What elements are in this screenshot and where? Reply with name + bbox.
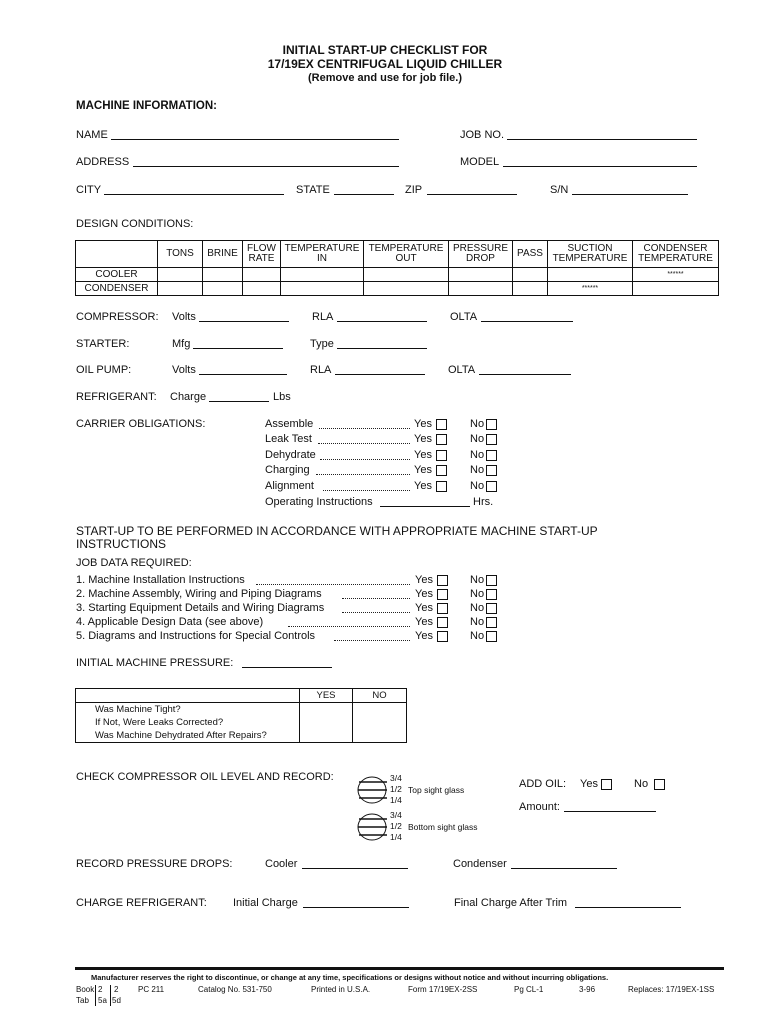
sn-field[interactable]: [572, 194, 688, 195]
obligation-no-checkbox[interactable]: [486, 465, 497, 476]
refrigerant-label: REFRIGERANT:: [76, 391, 157, 403]
job-data-label: 5. Diagrams and Instructions for Special Controls: [76, 630, 316, 642]
model-field[interactable]: [503, 166, 697, 167]
oil-pump-rla-field[interactable]: [335, 374, 425, 375]
table-cell[interactable]: [364, 268, 449, 282]
oil-pump-volts-label: Volts: [172, 364, 196, 376]
job-data-no-label: No: [470, 616, 485, 628]
table-row: [76, 703, 407, 717]
refrigerant-charge-field[interactable]: [209, 401, 269, 402]
table-cell[interactable]: [243, 268, 281, 282]
obligation-no-checkbox[interactable]: [486, 434, 497, 445]
compressor-volts-label: Volts: [172, 311, 196, 323]
tons-header: TONS: [158, 241, 203, 268]
table-row: [76, 729, 407, 743]
table-cell[interactable]: [449, 268, 513, 282]
footer-page: Pg CL-1: [514, 985, 544, 994]
job-data-label: 1. Machine Installation Instructions: [76, 574, 245, 586]
job-data-no-label: No: [470, 602, 485, 614]
address-label: ADDRESS: [76, 156, 130, 168]
table-cell[interactable]: [513, 268, 548, 282]
operating-instructions-label: Operating Instructions: [265, 496, 373, 508]
carrier-obligations-heading: CARRIER OBLIGATIONS:: [76, 418, 206, 430]
pressure-question: Was Machine Dehydrated After Repairs?: [76, 729, 300, 743]
city-label: CITY: [76, 184, 102, 196]
final-charge-label: Final Charge After Trim: [454, 897, 568, 909]
job-data-yes-label: Yes: [415, 588, 433, 600]
job-data-yes-label: Yes: [415, 630, 433, 642]
job-data-label: 3. Starting Equipment Details and Wiring Diagrams: [76, 602, 325, 614]
dot-leader: [256, 584, 410, 585]
title-line-1: INITIAL START-UP CHECKLIST FOR: [282, 43, 488, 57]
flow-rate-header: FLOW RATE: [243, 241, 281, 268]
job-data-yes-label: Yes: [415, 602, 433, 614]
book-value-2: 2: [114, 985, 119, 994]
job-data-no-label: No: [470, 574, 485, 586]
state-label: STATE: [296, 184, 330, 196]
zip-field[interactable]: [427, 194, 517, 195]
table-row: [76, 716, 407, 729]
pressure-question: Was Machine Tight?: [76, 703, 300, 717]
dot-leader: [342, 598, 410, 599]
name-label: NAME: [76, 129, 108, 141]
hrs-label: Hrs.: [473, 496, 494, 508]
starter-mfg-label: Mfg: [172, 338, 191, 350]
address-field[interactable]: [133, 166, 399, 167]
dot-leader: [316, 474, 410, 475]
job-data-no-checkbox[interactable]: [486, 631, 497, 642]
oil-pump-volts-field[interactable]: [199, 374, 287, 375]
footer-date: 3-96: [579, 985, 596, 994]
compressor-label: COMPRESSOR:: [76, 311, 159, 323]
startup-note-line-1: START-UP TO BE PERFORMED IN ACCORDANCE WITH APPROPRIATE MACHINE START-UP: [76, 524, 598, 538]
job-data-label: 2. Machine Assembly, Wiring and Piping Diagrams: [76, 588, 322, 600]
pressure-drops-cooler-label: Cooler: [265, 858, 298, 870]
table-cell[interactable]: [281, 268, 364, 282]
machine-info-heading: MACHINE INFORMATION:: [76, 100, 217, 112]
obligation-no-checkbox[interactable]: [486, 450, 497, 461]
job-data-heading: JOB DATA REQUIRED:: [76, 557, 192, 569]
obligation-yes-label: Yes: [414, 433, 432, 445]
city-field[interactable]: [104, 194, 284, 195]
oil-pump-olta-field[interactable]: [479, 374, 571, 375]
pressure-yes-cell[interactable]: [300, 703, 353, 717]
job-data-yes-checkbox[interactable]: [437, 589, 448, 600]
obligation-yes-checkbox[interactable]: [436, 465, 447, 476]
dot-leader: [319, 428, 410, 429]
condenser-na-mark: ******: [548, 282, 633, 296]
footer-notice: Manufacturer reserves the right to discontinue, or change at any time, specifications or designs without notice and without incurring obligations.: [91, 973, 609, 982]
starter-mfg-field[interactable]: [193, 348, 283, 349]
job-data-no-checkbox[interactable]: [486, 603, 497, 614]
job-data-yes-label: Yes: [415, 616, 433, 628]
condenser-row-label: CONDENSER: [76, 282, 158, 296]
obligation-label: Dehydrate: [265, 449, 316, 461]
footer-pc: PC 211: [138, 985, 165, 994]
tab-value-2: 5d: [112, 996, 121, 1005]
tab-value-1: 5a: [98, 996, 107, 1005]
footer-replaces: Replaces: 17/19EX-1SS: [628, 985, 715, 994]
oil-pump-olta-label: OLTA: [448, 364, 476, 376]
obligation-no-label: No: [470, 480, 485, 492]
obligation-no-checkbox[interactable]: [486, 481, 497, 492]
oil-level-label: CHECK COMPRESSOR OIL LEVEL AND RECORD:: [76, 771, 334, 783]
obligation-label: Leak Test: [265, 433, 312, 445]
pressure-drops-condenser-label: Condenser: [453, 858, 507, 870]
job-data-yes-checkbox[interactable]: [437, 603, 448, 614]
dot-leader: [323, 490, 410, 491]
model-label: MODEL: [460, 156, 500, 168]
pressure-drops-cooler-field[interactable]: [302, 868, 408, 869]
dot-leader: [320, 459, 410, 460]
obligation-yes-label: Yes: [414, 418, 432, 430]
add-oil-label: ADD OIL:: [519, 778, 567, 790]
starter-label: STARTER:: [76, 338, 130, 350]
tab-label: Tab: [76, 996, 89, 1005]
job-no-field[interactable]: [507, 139, 697, 140]
table-cell[interactable]: [158, 268, 203, 282]
obligation-yes-checkbox[interactable]: [436, 450, 447, 461]
book-tab-divider: [110, 985, 111, 1006]
top-mark-1-4: 1/4: [390, 795, 402, 805]
job-data-no-checkbox[interactable]: [486, 617, 497, 628]
obligation-yes-label: Yes: [414, 449, 432, 461]
cooler-na-mark: ******: [633, 268, 719, 282]
sn-label: S/N: [550, 184, 569, 196]
table-cell[interactable]: [513, 282, 548, 296]
obligation-no-checkbox[interactable]: [486, 419, 497, 430]
pressure-no-cell[interactable]: [353, 703, 407, 717]
starter-type-field[interactable]: [337, 348, 427, 349]
obligation-label: Charging: [265, 464, 310, 476]
pressure-yes-cell[interactable]: [300, 716, 353, 729]
footer-printed: Printed in U.S.A.: [311, 985, 371, 994]
condenser-temperature-header: CONDENSER TEMPERATURE: [633, 241, 719, 268]
refrigerant-lbs-label: Lbs: [273, 391, 291, 403]
book-tab-divider: [95, 985, 96, 1006]
suction-temperature-header: SUCTION TEMPERATURE: [548, 241, 633, 268]
top-sight-glass-caption: Top sight glass: [408, 785, 465, 795]
refrigerant-charge-label: Charge: [170, 391, 207, 403]
title-line-2: 17/19EX CENTRIFUGAL LIQUID CHILLER: [267, 57, 503, 71]
bottom-mark-1-4: 1/4: [390, 832, 402, 842]
table-cell[interactable]: [203, 268, 243, 282]
job-data-no-checkbox[interactable]: [486, 575, 497, 586]
job-data-yes-checkbox[interactable]: [437, 631, 448, 642]
name-field[interactable]: [111, 139, 399, 140]
job-data-yes-checkbox[interactable]: [437, 617, 448, 628]
obligation-label: Assemble: [265, 418, 314, 430]
dot-leader: [342, 612, 410, 613]
pressure-drops-condenser-field[interactable]: [511, 868, 617, 869]
initial-pressure-field[interactable]: [242, 667, 332, 668]
initial-charge-field[interactable]: [303, 907, 409, 908]
top-sight-glass-icon: [356, 775, 388, 805]
design-header-row: [76, 241, 719, 268]
brine-header: BRINE: [203, 241, 243, 268]
compressor-rla-label: RLA: [312, 311, 334, 323]
obligation-no-label: No: [470, 433, 485, 445]
compressor-rla-field[interactable]: [337, 321, 427, 322]
obligation-yes-checkbox[interactable]: [436, 481, 447, 492]
top-mark-3-4: 3/4: [390, 773, 402, 783]
pressure-no-cell[interactable]: [353, 716, 407, 729]
bottom-mark-1-2: 1/2: [390, 821, 402, 831]
obligation-no-label: No: [470, 418, 485, 430]
oil-pump-label: OIL PUMP:: [76, 364, 132, 376]
starter-type-label: Type: [310, 338, 334, 350]
design-conditions-table: [75, 240, 719, 296]
condenser-row: [76, 282, 719, 296]
table-cell[interactable]: [281, 282, 364, 296]
table-cell[interactable]: [449, 282, 513, 296]
book-value-1: 2: [98, 985, 103, 994]
job-data-no-label: No: [470, 588, 485, 600]
design-conditions-heading: DESIGN CONDITIONS:: [76, 218, 194, 230]
pressure-yes-cell[interactable]: [300, 729, 353, 743]
amount-field[interactable]: [564, 811, 656, 812]
bottom-mark-3-4: 3/4: [390, 810, 402, 820]
obligation-no-label: No: [470, 449, 485, 461]
footer-form: Form 17/19EX-2SS: [408, 985, 478, 994]
no-header: NO: [353, 689, 407, 703]
pressure-table: [75, 688, 407, 743]
add-oil-yes-label: Yes: [580, 778, 598, 790]
obligation-yes-checkbox[interactable]: [436, 434, 447, 445]
table-cell[interactable]: [243, 282, 281, 296]
obligation-yes-checkbox[interactable]: [436, 419, 447, 430]
table-cell[interactable]: [633, 282, 719, 296]
table-cell[interactable]: [364, 282, 449, 296]
bottom-sight-glass-caption: Bottom sight glass: [408, 822, 478, 832]
table-cell[interactable]: [203, 282, 243, 296]
compressor-olta-label: OLTA: [450, 311, 478, 323]
pressure-blank-header: [76, 689, 300, 703]
amount-label: Amount:: [519, 801, 560, 813]
compressor-olta-field[interactable]: [481, 321, 573, 322]
job-data-no-checkbox[interactable]: [486, 589, 497, 600]
pressure-no-cell[interactable]: [353, 729, 407, 743]
job-data-no-label: No: [470, 630, 485, 642]
pass-header: PASS: [513, 241, 548, 268]
cooler-row-label: COOLER: [76, 268, 158, 282]
bottom-sight-glass-icon: [356, 812, 388, 842]
initial-charge-label: Initial Charge: [233, 897, 298, 909]
compressor-volts-field[interactable]: [199, 321, 289, 322]
dot-leader: [318, 443, 410, 444]
obligation-yes-label: Yes: [414, 464, 432, 476]
blank-header: [76, 241, 158, 268]
job-no-label: JOB NO.: [460, 129, 505, 141]
temperature-out-header: TEMPERATURE OUT: [364, 241, 449, 268]
table-cell[interactable]: [158, 282, 203, 296]
table-cell[interactable]: [548, 268, 633, 282]
yes-header: YES: [300, 689, 353, 703]
final-charge-field[interactable]: [575, 907, 681, 908]
dot-leader: [288, 626, 410, 627]
add-oil-yes-checkbox[interactable]: [601, 779, 612, 790]
title-line-3: (Remove and use for job file.): [307, 72, 463, 84]
zip-label: ZIP: [405, 184, 423, 196]
job-data-yes-checkbox[interactable]: [437, 575, 448, 586]
pressure-question: If Not, Were Leaks Corrected?: [76, 716, 300, 729]
cooler-row: [76, 268, 719, 282]
job-data-label: 4. Applicable Design Data (see above): [76, 616, 264, 628]
pressure-drop-header: PRESSURE DROP: [449, 241, 513, 268]
dot-leader: [334, 640, 410, 641]
state-field[interactable]: [334, 194, 394, 195]
footer-catalog: Catalog No. 531-750: [198, 985, 272, 994]
top-mark-1-2: 1/2: [390, 784, 402, 794]
initial-pressure-label: INITIAL MACHINE PRESSURE:: [76, 657, 234, 669]
add-oil-no-label: No: [634, 778, 649, 790]
obligation-no-label: No: [470, 464, 485, 476]
pressure-drops-label: RECORD PRESSURE DROPS:: [76, 858, 233, 870]
startup-note-line-2: INSTRUCTIONS: [76, 537, 166, 551]
oil-pump-rla-label: RLA: [310, 364, 332, 376]
operating-instructions-field[interactable]: [380, 506, 470, 507]
book-label: Book: [76, 985, 95, 994]
job-data-yes-label: Yes: [415, 574, 433, 586]
temperature-in-header: TEMPERATURE IN: [281, 241, 364, 268]
add-oil-no-checkbox[interactable]: [654, 779, 665, 790]
charge-refrigerant-label: CHARGE REFRIGERANT:: [76, 897, 207, 909]
obligation-yes-label: Yes: [414, 480, 432, 492]
obligation-label: Alignment: [265, 480, 314, 492]
pressure-header-row: [76, 689, 407, 703]
footer-rule: [75, 967, 724, 970]
